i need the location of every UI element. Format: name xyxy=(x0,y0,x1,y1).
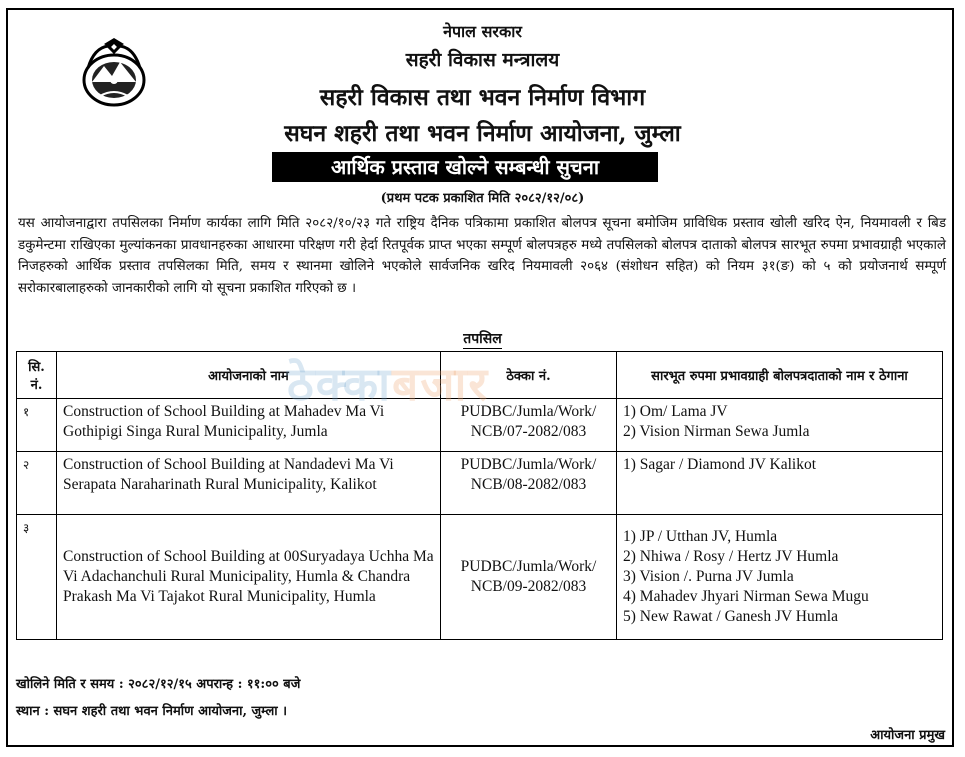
column-header-bidder: सारभूत रुपमा प्रभावग्राही बोलपत्रदाताको नाम र ठेगाना xyxy=(617,352,943,399)
project-name-cell: Construction of School Building at Mahadev Ma Vi Gothipigi Singa Rural Municipality, Jumla xyxy=(57,399,441,452)
table-header-row xyxy=(17,352,943,399)
column-header-contract: ठेक्का नं. xyxy=(441,352,617,399)
bidder-item: 2) Nhiwa / Rosy / Hertz JV Humla xyxy=(623,548,839,565)
publication-date: (प्रथम पटक प्रकाशित मिति २०८२/१२/०८) xyxy=(380,191,585,206)
details-heading: तपसिल xyxy=(463,331,502,347)
bid-details-table xyxy=(16,351,943,640)
watermark-logo: ठेक्काबजार xyxy=(287,357,490,411)
bidder-item: 2) Vision Nirman Sewa Jumla xyxy=(623,423,810,440)
opening-date-time: खोलिने मिति र समय : २०८२/१२/१५ अपरान्ह : ११:०० बजे xyxy=(16,677,301,692)
bidder-item: 5) New Rawat / Ganesh JV Humla xyxy=(623,608,838,625)
notice-body-paragraph: यस आयोजनाद्वारा तपसिलका निर्माण कार्यका लागि मिति २०८२/१०/२३ गते राष्ट्रिय दैनिक पत्रिकामा प्रकाशित बोलपत्र सूचना बमोजिम प्राविधिक प्रस्ताव खोली खरिद ऐन, नियमावली र बिड डकुमेन्टमा राखिएका मुल्यांकनका प्रावधानहरुका आधारमा परिक्षण गरी हेर्दा रितपूर्वक प्राप्त भएका सम्पूर्ण बोलपत्रहरु मध्ये तपसिलको बोलपत्र दाताको बोलपत्र सारभूत रुपमा प्रभावग्राही भएकाले निजहरुको आर्थिक प्रस्ताव तपसिलका मिति, समय र स्थानमा खोलिने भएकोले सार्वजनिक खरिद नियमावली २०६४ (संशोधन सहित) को नियम ३१(ङ) को ५ को प्रयोजनार्थ सम्पूर्ण सरोकारबालाहरुको जानकारीको लागि यो सूचना प्रकाशित गरिएको छ । xyxy=(18,216,947,296)
project-office-name: सघन शहरी तथा भवन निर्माण आयोजना, जुम्ला xyxy=(284,120,681,147)
notice-title-banner: आर्थिक प्रस्ताव खोल्ने सम्बन्धी सुचना xyxy=(272,152,658,182)
project-name-cell: Construction of School Building at Nandadevi Ma Vi Serapata Naraharinath Rural Municipality, Kalikot xyxy=(57,452,441,515)
contract-number-cell: PUDBC/Jumla/Work/ NCB/08-2082/083 xyxy=(441,452,617,515)
project-name-cell: Construction of School Building at 00Suryadaya Uchha Ma Vi Adachanchuli Rural Municipality, Humla & Chandra Prakash Ma Vi Tajakot Rural Municipality, Humla xyxy=(57,515,441,640)
bidder-list-cell xyxy=(617,399,943,452)
ministry-name: सहरी विकास मन्त्रालय xyxy=(405,49,560,71)
table-row xyxy=(17,452,943,515)
government-name: नेपाल सरकार xyxy=(443,22,522,41)
contract-number-cell: PUDBC/Jumla/Work/ NCB/07-2082/083 xyxy=(441,399,617,452)
bidder-item: 1) Sagar / Diamond JV Kalikot xyxy=(623,456,817,473)
opening-location: स्थान : सघन शहरी तथा भवन निर्माण आयोजना, जुम्ला । xyxy=(16,704,288,719)
table-row xyxy=(17,515,943,640)
table-row xyxy=(17,399,943,452)
bidder-item: 3) Vision /. Purna JV Jumla xyxy=(623,568,794,585)
row-sn: १ xyxy=(17,399,57,452)
bidder-item: 4) Mahadev Jhyari Nirman Sewa Mugu xyxy=(623,588,869,605)
row-sn: २ xyxy=(17,452,57,515)
department-name: सहरी विकास तथा भवन निर्माण विभाग xyxy=(319,84,646,111)
column-header-sn: सि. नं. xyxy=(17,352,57,399)
bidder-list-cell xyxy=(617,452,943,515)
bidder-list-cell xyxy=(617,515,943,640)
bidder-item: 1) Om/ Lama JV xyxy=(623,403,728,420)
row-sn: ३ xyxy=(17,515,57,640)
column-header-project: आयोजनाको नाम xyxy=(57,352,441,399)
contract-number-cell: PUDBC/Jumla/Work/ NCB/09-2082/083 xyxy=(441,515,617,640)
signatory-title: आयोजना प्रमुख xyxy=(870,728,945,743)
bidder-item: 1) JP / Utthan JV, Humla xyxy=(623,528,778,545)
